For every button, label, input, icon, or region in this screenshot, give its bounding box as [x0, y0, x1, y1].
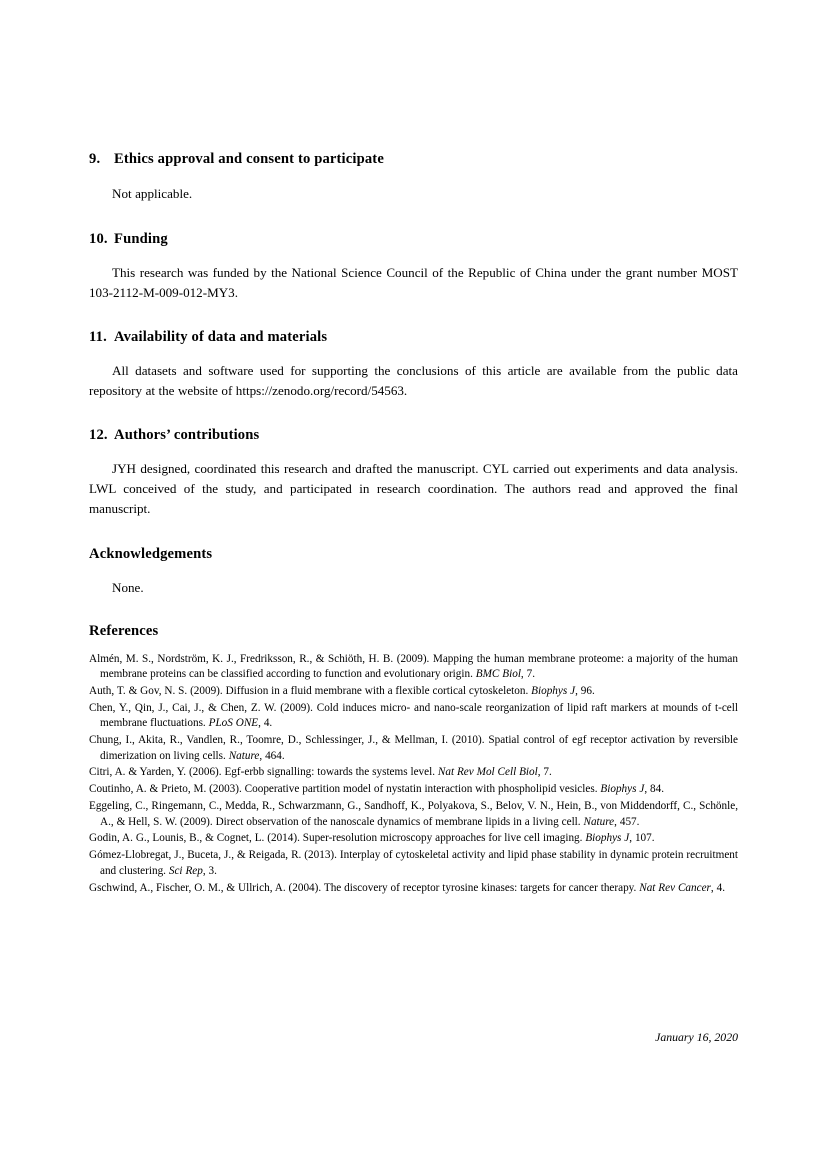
- reference-item: [89, 701, 738, 732]
- reference-item: [89, 733, 738, 764]
- footer-date: January 16, 2020: [655, 1030, 738, 1044]
- reference-citation-text: Godin, A. G., Lounis, B., & Cognet, L. (2014). Super-resolution microscopy approaches for live cell imaging.: [89, 832, 586, 845]
- reference-journal-name: Biophys J: [531, 685, 576, 698]
- reference-item: [89, 684, 738, 699]
- reference-citation-text: Almén, M. S., Nordström, K. J., Fredriksson, R., & Schiöth, H. B. (2009). Mapping the human membrane proteome: a majority of the human membrane proteins can be classified according to function and evolutionary origin.: [89, 653, 738, 681]
- reference-citation-text: Chen, Y., Qin, J., Cai, J., & Chen, Z. W. (2009). Cold induces micro- and nano-scale reorganization of lipid raft markers at mounds of t-cell membrane fluctuations.: [89, 702, 738, 730]
- reference-item: [89, 782, 738, 797]
- section-10-number: 10.: [89, 231, 108, 247]
- section-11-body-block: [89, 361, 738, 401]
- reference-volume-text: , 464.: [259, 749, 285, 762]
- acknowledgements-heading: [89, 545, 738, 563]
- reference-item: [89, 652, 738, 683]
- reference-journal-name: Nature: [583, 815, 615, 828]
- reference-volume-text: , 4.: [258, 717, 273, 730]
- reference-journal-name: Biophys J: [600, 783, 645, 796]
- section-10-body-block: [89, 263, 738, 303]
- section-11-number: 11.: [89, 329, 107, 345]
- section-9-heading: [89, 150, 738, 168]
- section-11-paragraph: All datasets and software used for supporting the conclusions of this article are available from the public data repository at the website of https://zenodo.org/record/54563.: [89, 363, 738, 399]
- reference-item: [89, 848, 738, 879]
- acknowledgements-paragraph: None.: [112, 580, 144, 595]
- reference-citation-text: Chung, I., Akita, R., Vandlen, R., Toomre, D., Schlessinger, J., & Mellman, I. (2010). Spatial control of egf receptor activation by reversible dimerization on living cells.: [89, 734, 738, 762]
- section-11-heading: [89, 328, 738, 346]
- reference-item: [89, 799, 738, 830]
- section-9-heading-block: [89, 150, 738, 168]
- section-10-heading-block: [89, 230, 738, 248]
- reference-volume-text: , 4.: [710, 881, 725, 894]
- section-10-title: Funding: [114, 231, 168, 247]
- references-list-block: [89, 652, 738, 896]
- reference-item: [89, 765, 738, 780]
- reference-journal-name: Biophys J: [585, 832, 630, 845]
- section-12-heading: [89, 426, 738, 444]
- reference-journal-name: BMC Biol: [475, 668, 521, 681]
- section-9-number: 9.: [89, 151, 101, 167]
- references-list: [89, 652, 738, 896]
- reference-volume-text: , 3.: [202, 864, 217, 877]
- section-12-number: 12.: [89, 427, 108, 443]
- section-12-heading-block: [89, 426, 738, 444]
- references-title: References: [89, 623, 159, 639]
- reference-volume-text: , 107.: [629, 832, 655, 845]
- acknowledgements-title: Acknowledgements: [89, 546, 213, 562]
- section-10-heading: [89, 230, 738, 248]
- section-12-paragraph: JYH designed, coordinated this research and drafted the manuscript. CYL carried out experiments and data analysis. LWL conceived of the study, and participated in research coordination. The authors read and approved the final manuscript.: [89, 461, 738, 517]
- reference-item: [89, 881, 738, 896]
- acknowledgements-heading-block: [89, 545, 738, 563]
- section-11-heading-block: [89, 328, 738, 346]
- acknowledgements-body-block: [89, 578, 738, 598]
- reference-journal-name: Nat Rev Cancer: [639, 881, 711, 894]
- reference-citation-text: Citri, A. & Yarden, Y. (2006). Egf-erbb signalling: towards the systems level.: [89, 766, 438, 779]
- reference-volume-text: , 84.: [644, 783, 664, 796]
- reference-journal-name: Sci Rep: [168, 864, 203, 877]
- reference-citation-text: Eggeling, C., Ringemann, C., Medda, R., Schwarzmann, G., Sandhoff, K., Polyakova, S., Belov, V. N., Hein, B., von Middendorff, C., Schönle, A., & Hell, S. W. (2009). Direct observation of the nanoscale dynamics of membrane lipids in a living cell.: [89, 800, 738, 828]
- section-10-paragraph: This research was funded by the National Science Council of the Republic of China under the grant number MOST 103-2112-M-009-012-MY3.: [89, 265, 738, 301]
- section-9-paragraph: Not applicable.: [112, 186, 193, 201]
- references-heading-block: [89, 622, 738, 640]
- references-heading: [89, 622, 738, 640]
- reference-volume-text: , 7.: [520, 668, 536, 681]
- section-12-body-block: [89, 459, 738, 520]
- section-9-body-block: [89, 184, 738, 204]
- reference-volume-text: , 457.: [614, 815, 640, 828]
- reference-item: [89, 831, 738, 846]
- section-11-title: Availability of data and materials: [114, 329, 328, 345]
- reference-journal-name: Nature: [228, 749, 260, 762]
- reference-journal-name: Nat Rev Mol Cell Biol: [437, 766, 538, 779]
- reference-citation-text: Auth, T. & Gov, N. S. (2009). Diffusion in a fluid membrane with a flexible cortical cytoskeleton.: [89, 685, 532, 698]
- reference-volume-text: , 96.: [575, 685, 595, 698]
- reference-journal-name: PLoS ONE: [208, 717, 259, 730]
- reference-citation-text: Coutinho, A. & Prieto, M. (2003). Cooperative partition model of nystatin interaction with phospholipid vesicles.: [89, 783, 601, 796]
- reference-volume-text: , 7.: [537, 766, 552, 779]
- reference-citation-text: Gschwind, A., Fischer, O. M., & Ullrich, A. (2004). The discovery of receptor tyrosine kinases: targets for cancer therapy.: [89, 881, 640, 894]
- section-12-title: Authors’ contributions: [114, 427, 260, 443]
- section-9-title: Ethics approval and consent to participate: [114, 151, 384, 167]
- reference-citation-text: Gómez-Llobregat, J., Buceta, J., & Reigada, R. (2013). Interplay of cytoskeletal activity and lipid phase stability in dynamic protein recruitment and clustering.: [89, 849, 738, 877]
